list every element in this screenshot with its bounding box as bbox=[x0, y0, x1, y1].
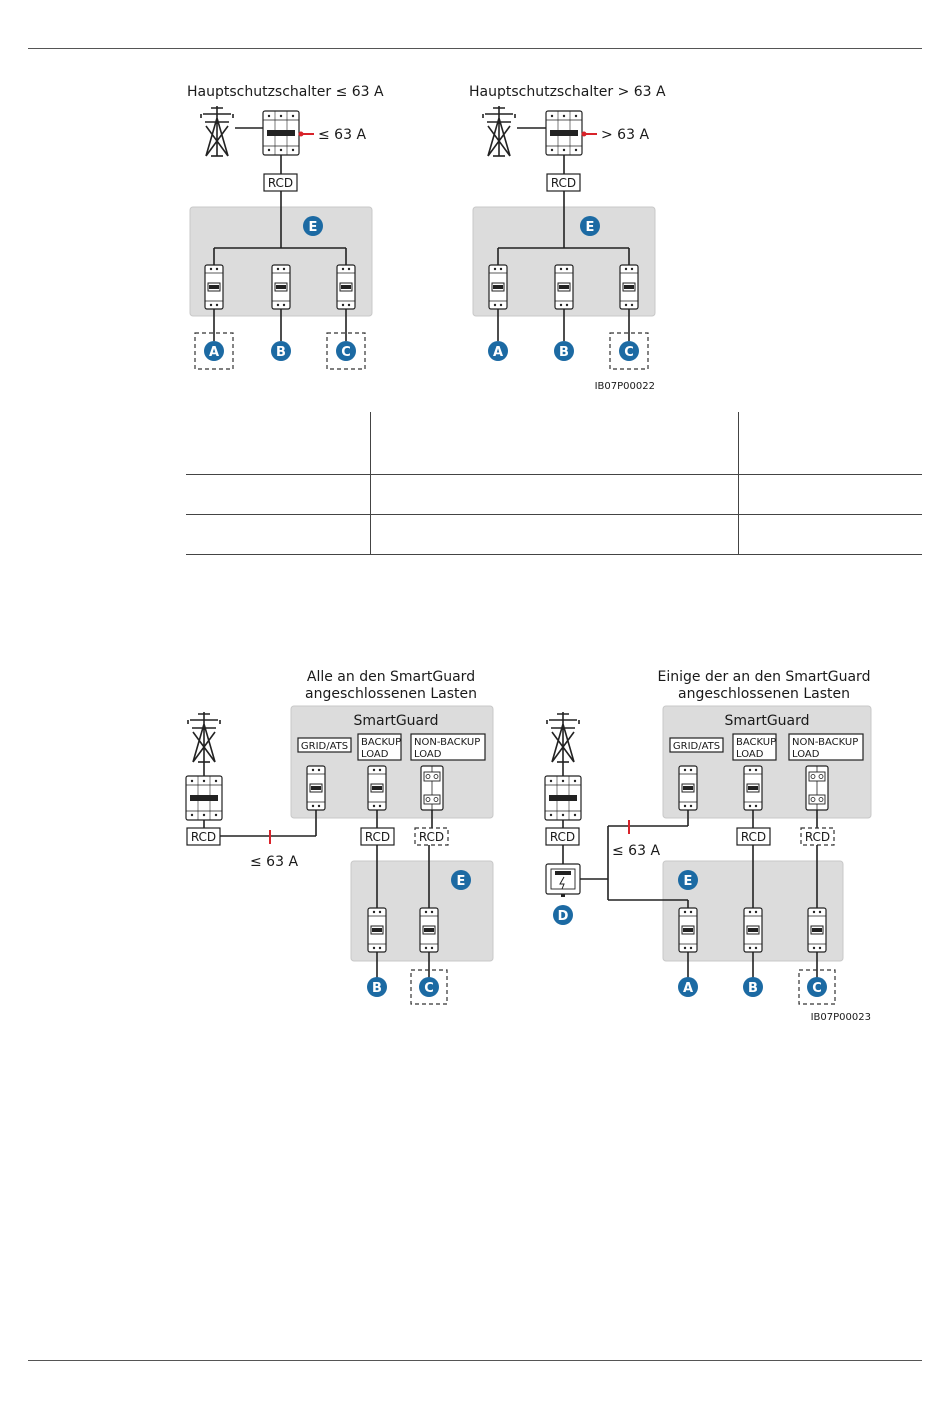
svg-text:LOAD: LOAD bbox=[792, 749, 820, 760]
table-header-cell bbox=[738, 412, 922, 475]
svg-text:RCD: RCD bbox=[418, 830, 445, 844]
table-header-cell bbox=[370, 412, 738, 475]
svg-text:RCD: RCD bbox=[804, 830, 831, 844]
svg-text:A: A bbox=[208, 345, 220, 360]
svg-text:E: E bbox=[683, 874, 693, 889]
table-row bbox=[186, 515, 922, 555]
svg-text:E: E bbox=[456, 874, 466, 889]
svg-text:RCD: RCD bbox=[549, 830, 576, 844]
main-breaker-icon bbox=[263, 111, 299, 155]
figure2-right-title-2: angeschlossenen Lasten bbox=[678, 686, 850, 702]
limit-label: ≤ 63 A bbox=[612, 843, 661, 859]
svg-text:A: A bbox=[492, 345, 504, 360]
transmission-tower-icon bbox=[547, 712, 579, 762]
figure2-right-title-1: Einige der an den SmartGuard bbox=[657, 669, 871, 685]
rcd-label: RCD bbox=[550, 176, 577, 190]
breaker-icon bbox=[337, 265, 355, 309]
breaker-icon bbox=[205, 265, 223, 309]
backup-breaker-icon bbox=[744, 766, 762, 810]
main-breaker-limit: > 63 A bbox=[601, 127, 650, 143]
svg-text:B: B bbox=[748, 981, 758, 996]
main-breaker-icon bbox=[546, 111, 582, 155]
transmission-tower-icon bbox=[483, 106, 515, 156]
svg-text:GRID/ATS: GRID/ATS bbox=[300, 741, 349, 752]
svg-text:C: C bbox=[424, 981, 434, 996]
table-header-row bbox=[186, 412, 922, 475]
main-breaker-icon bbox=[545, 776, 581, 820]
smartguard-label: SmartGuard bbox=[724, 713, 810, 729]
svg-text:C: C bbox=[341, 345, 351, 360]
breaker-icon bbox=[620, 265, 638, 309]
rcd-label: RCD bbox=[267, 176, 294, 190]
figure1-right-title: Hauptschutzschalter > 63 A bbox=[469, 84, 666, 100]
svg-text:A: A bbox=[682, 981, 694, 996]
backup-breaker-icon bbox=[368, 766, 386, 810]
breaker-icon bbox=[368, 908, 386, 952]
svg-text:LOAD: LOAD bbox=[414, 749, 442, 760]
figure-id: IB07P00022 bbox=[594, 381, 655, 392]
svg-text:B: B bbox=[559, 345, 569, 360]
table-cell bbox=[370, 515, 738, 555]
figure1-left bbox=[187, 84, 384, 369]
table-row bbox=[186, 475, 922, 515]
non-backup-contactor-icon bbox=[421, 766, 443, 810]
svg-text:RCD: RCD bbox=[364, 830, 391, 844]
grid-ats-breaker-icon bbox=[679, 766, 697, 810]
figure-id: IB07P00023 bbox=[810, 1012, 871, 1023]
svg-text:NON-BACKUP: NON-BACKUP bbox=[414, 737, 481, 748]
svg-text:E: E bbox=[585, 220, 595, 235]
svg-text:E: E bbox=[308, 220, 318, 235]
main-breaker-icon bbox=[186, 776, 222, 820]
svg-text:BACKUP: BACKUP bbox=[361, 737, 402, 748]
svg-text:C: C bbox=[624, 345, 634, 360]
table-cell bbox=[370, 475, 738, 515]
svg-text:RCD: RCD bbox=[740, 830, 767, 844]
breaker-icon bbox=[808, 908, 826, 952]
figure1-left-title: Hauptschutzschalter ≤ 63 A bbox=[187, 84, 384, 100]
table-cell bbox=[186, 515, 370, 555]
svg-text:D: D bbox=[557, 909, 569, 924]
grid-ats-breaker-icon bbox=[307, 766, 325, 810]
svg-text:NON-BACKUP: NON-BACKUP bbox=[792, 737, 859, 748]
limit-label: ≤ 63 A bbox=[250, 854, 299, 870]
breaker-icon bbox=[420, 908, 438, 952]
table-header-cell bbox=[186, 412, 370, 475]
svg-text:BACKUP: BACKUP bbox=[736, 737, 777, 748]
figure2-right bbox=[545, 669, 871, 1023]
table-cell bbox=[738, 515, 922, 555]
svg-text:RCD: RCD bbox=[190, 830, 217, 844]
non-backup-contactor-icon bbox=[806, 766, 828, 810]
figure2-left-title-2: angeschlossenen Lasten bbox=[305, 686, 477, 702]
main-breaker-limit: ≤ 63 A bbox=[318, 127, 367, 143]
svg-text:C: C bbox=[812, 981, 822, 996]
table-cell bbox=[186, 475, 370, 515]
breaker-icon bbox=[744, 908, 762, 952]
breaker-icon bbox=[679, 908, 697, 952]
transmission-tower-icon bbox=[188, 712, 220, 762]
figure1-right bbox=[469, 84, 666, 392]
smartguard-label: SmartGuard bbox=[353, 713, 439, 729]
svg-text:B: B bbox=[372, 981, 382, 996]
svg-text:LOAD: LOAD bbox=[361, 749, 389, 760]
figure2-left-title-1: Alle an den SmartGuard bbox=[306, 669, 476, 685]
transmission-tower-icon bbox=[201, 106, 233, 156]
svg-text:LOAD: LOAD bbox=[736, 749, 764, 760]
figure2-left bbox=[186, 669, 493, 1004]
svg-text:B: B bbox=[276, 345, 286, 360]
breaker-icon bbox=[489, 265, 507, 309]
table-cell bbox=[738, 475, 922, 515]
parameter-table bbox=[186, 412, 922, 555]
breaker-icon bbox=[272, 265, 290, 309]
breaker-icon bbox=[555, 265, 573, 309]
svg-text:GRID/ATS: GRID/ATS bbox=[672, 741, 721, 752]
